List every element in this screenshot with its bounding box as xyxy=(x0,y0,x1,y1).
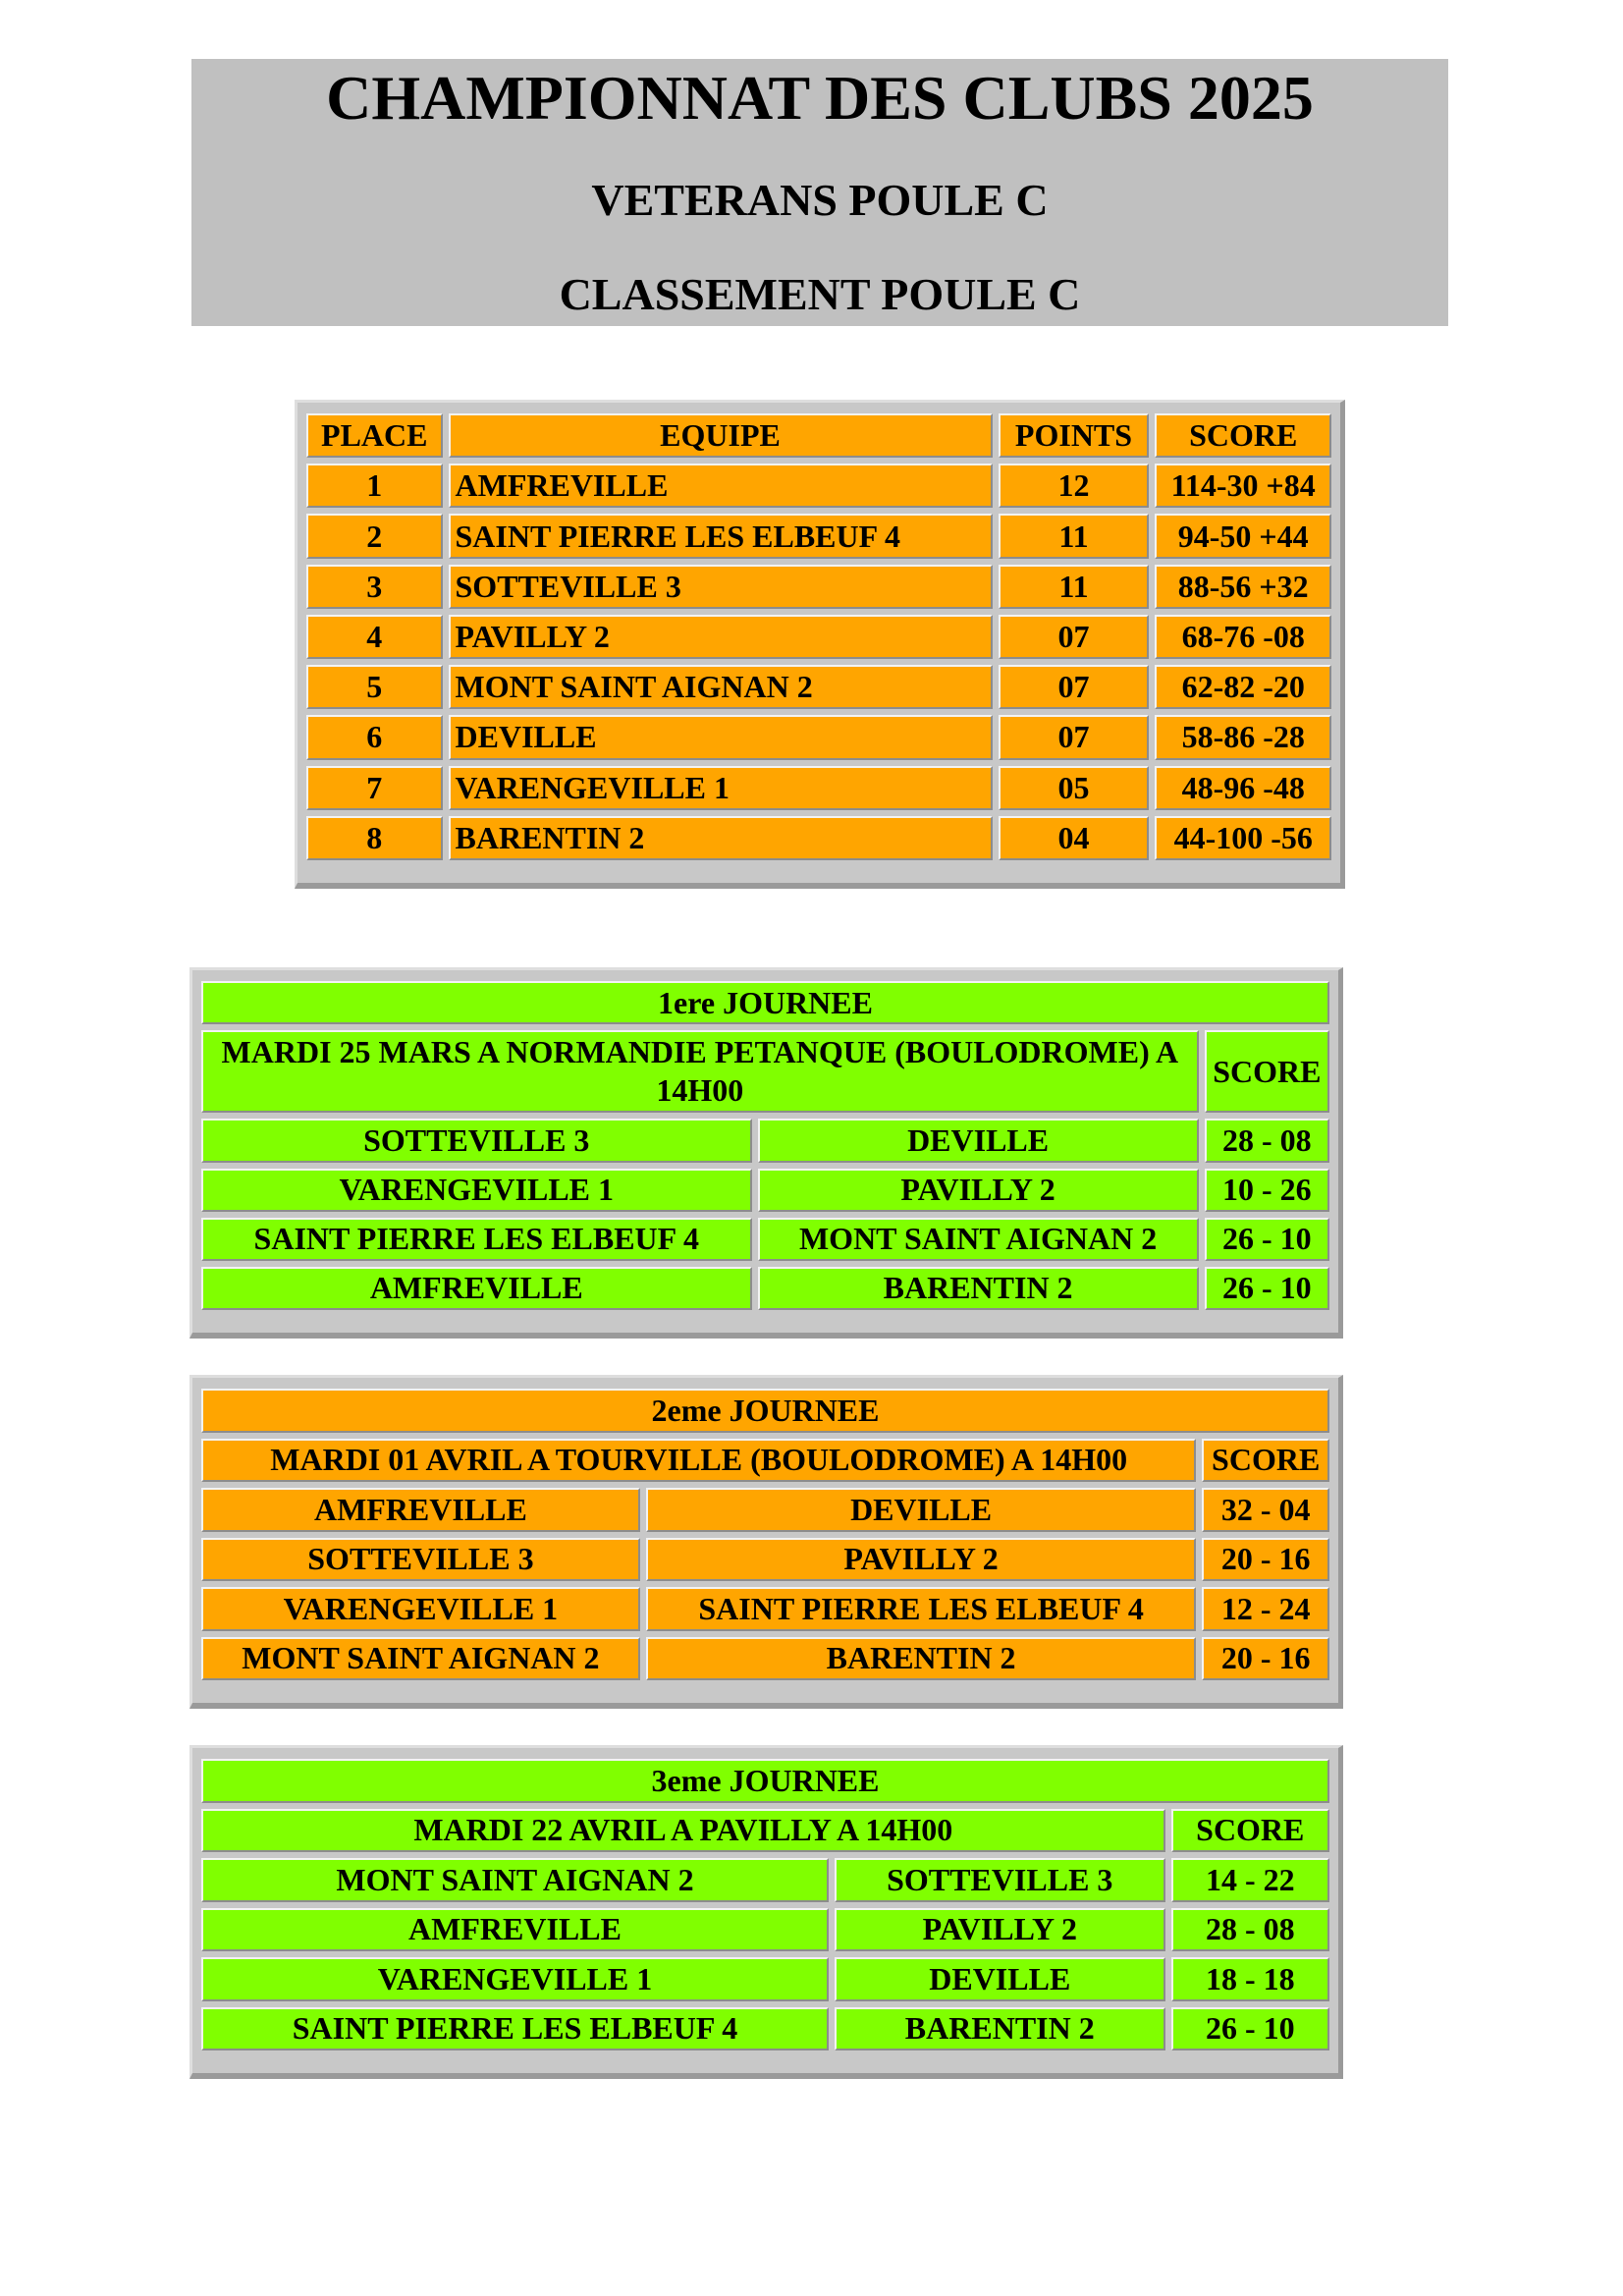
score-cell: 94-50 +44 xyxy=(1155,514,1331,558)
standings-grid xyxy=(300,408,1337,866)
match-row xyxy=(201,1637,1329,1681)
match-row xyxy=(201,2007,1329,2051)
team-cell: BARENTIN 2 xyxy=(449,816,993,860)
col-header-points: POINTS xyxy=(999,413,1150,458)
table-row xyxy=(306,715,1331,759)
home-team: VARENGEVILLE 1 xyxy=(201,1587,640,1631)
match-row xyxy=(201,1908,1329,1952)
round-info: MARDI 22 AVRIL A PAVILLY A 14H00 xyxy=(201,1809,1165,1853)
away-team: BARENTIN 2 xyxy=(758,1267,1199,1310)
round-1-grid xyxy=(195,975,1335,1316)
match-score: 20 - 16 xyxy=(1202,1538,1329,1582)
home-team: AMFREVILLE xyxy=(201,1488,640,1532)
document-header xyxy=(191,59,1448,326)
match-score: 12 - 24 xyxy=(1202,1587,1329,1631)
match-row xyxy=(201,1119,1329,1162)
round-info: MARDI 01 AVRIL A TOURVILLE (BOULODROME) A 14H00 xyxy=(201,1439,1196,1483)
match-row xyxy=(201,1488,1329,1532)
round-info-row xyxy=(201,1030,1329,1113)
match-score: 18 - 18 xyxy=(1171,1957,1329,2001)
round-2-grid xyxy=(195,1383,1335,1686)
team-cell: AMFREVILLE xyxy=(449,464,993,508)
score-header: SCORE xyxy=(1171,1809,1329,1853)
home-team: VARENGEVILLE 1 xyxy=(201,1957,829,2001)
match-row xyxy=(201,1858,1329,1902)
team-cell: SOTTEVILLE 3 xyxy=(449,565,993,609)
team-cell: VARENGEVILLE 1 xyxy=(449,766,993,810)
round-2-table xyxy=(189,1375,1343,1709)
place-cell: 8 xyxy=(306,816,443,860)
points-cell: 11 xyxy=(999,565,1150,609)
points-cell: 07 xyxy=(999,665,1150,709)
round-1-table xyxy=(189,967,1343,1339)
match-row xyxy=(201,1538,1329,1582)
round-title-row xyxy=(201,981,1329,1024)
home-team: SOTTEVILLE 3 xyxy=(201,1538,640,1582)
points-cell: 11 xyxy=(999,514,1150,558)
match-score: 26 - 10 xyxy=(1205,1218,1329,1261)
table-row xyxy=(306,565,1331,609)
score-cell: 114-30 +84 xyxy=(1155,464,1331,508)
team-cell: MONT SAINT AIGNAN 2 xyxy=(449,665,993,709)
points-cell: 04 xyxy=(999,816,1150,860)
home-team: AMFREVILLE xyxy=(201,1267,752,1310)
standings-table xyxy=(295,400,1345,889)
team-cell: SAINT PIERRE LES ELBEUF 4 xyxy=(449,514,993,558)
standings-header-row xyxy=(306,413,1331,458)
round-title: 3eme JOURNEE xyxy=(201,1759,1329,1803)
away-team: SOTTEVILLE 3 xyxy=(835,1858,1165,1902)
round-info: MARDI 25 MARS A NORMANDIE PETANQUE (BOULODROME) A 14H00 xyxy=(201,1030,1199,1113)
match-score: 28 - 08 xyxy=(1205,1119,1329,1162)
home-team: MONT SAINT AIGNAN 2 xyxy=(201,1858,829,1902)
col-header-place: PLACE xyxy=(306,413,443,458)
score-cell: 88-56 +32 xyxy=(1155,565,1331,609)
score-cell: 58-86 -28 xyxy=(1155,715,1331,759)
place-cell: 3 xyxy=(306,565,443,609)
score-cell: 68-76 -08 xyxy=(1155,615,1331,659)
place-cell: 1 xyxy=(306,464,443,508)
table-row xyxy=(306,665,1331,709)
points-cell: 07 xyxy=(999,615,1150,659)
category-subtitle: VETERANS POULE C xyxy=(591,175,1049,225)
away-team: DEVILLE xyxy=(758,1119,1199,1162)
place-cell: 4 xyxy=(306,615,443,659)
team-cell: PAVILLY 2 xyxy=(449,615,993,659)
match-score: 10 - 26 xyxy=(1205,1169,1329,1212)
table-row xyxy=(306,615,1331,659)
team-cell: DEVILLE xyxy=(449,715,993,759)
match-row xyxy=(201,1267,1329,1310)
home-team: SAINT PIERRE LES ELBEUF 4 xyxy=(201,2007,829,2051)
away-team: DEVILLE xyxy=(646,1488,1197,1532)
away-team: SAINT PIERRE LES ELBEUF 4 xyxy=(646,1587,1197,1631)
score-header: SCORE xyxy=(1205,1030,1329,1113)
score-cell: 62-82 -20 xyxy=(1155,665,1331,709)
away-team: DEVILLE xyxy=(835,1957,1165,2001)
away-team: BARENTIN 2 xyxy=(835,2007,1165,2051)
away-team: PAVILLY 2 xyxy=(835,1908,1165,1952)
col-header-score: SCORE xyxy=(1155,413,1331,458)
match-row xyxy=(201,1957,1329,2001)
away-team: PAVILLY 2 xyxy=(758,1169,1199,1212)
match-score: 32 - 04 xyxy=(1202,1488,1329,1532)
section-title: CLASSEMENT POULE C xyxy=(559,269,1081,319)
match-row xyxy=(201,1218,1329,1261)
home-team: VARENGEVILLE 1 xyxy=(201,1169,752,1212)
away-team: PAVILLY 2 xyxy=(646,1538,1197,1582)
place-cell: 2 xyxy=(306,514,443,558)
round-3-grid xyxy=(195,1753,1335,2056)
match-row xyxy=(201,1587,1329,1631)
match-score: 20 - 16 xyxy=(1202,1637,1329,1681)
round-title: 2eme JOURNEE xyxy=(201,1389,1329,1433)
away-team: MONT SAINT AIGNAN 2 xyxy=(758,1218,1199,1261)
score-cell: 48-96 -48 xyxy=(1155,766,1331,810)
place-cell: 7 xyxy=(306,766,443,810)
round-info-row xyxy=(201,1439,1329,1483)
round-info-row xyxy=(201,1809,1329,1853)
match-row xyxy=(201,1169,1329,1212)
place-cell: 6 xyxy=(306,715,443,759)
points-cell: 05 xyxy=(999,766,1150,810)
home-team: SOTTEVILLE 3 xyxy=(201,1119,752,1162)
round-title: 1ere JOURNEE xyxy=(201,981,1329,1024)
score-cell: 44-100 -56 xyxy=(1155,816,1331,860)
match-score: 26 - 10 xyxy=(1205,1267,1329,1310)
col-header-team: EQUIPE xyxy=(449,413,993,458)
document-title: CHAMPIONNAT DES CLUBS 2025 xyxy=(326,63,1314,133)
match-score: 14 - 22 xyxy=(1171,1858,1329,1902)
round-3-table xyxy=(189,1745,1343,2079)
round-title-row xyxy=(201,1759,1329,1803)
match-score: 26 - 10 xyxy=(1171,2007,1329,2051)
match-score: 28 - 08 xyxy=(1171,1908,1329,1952)
place-cell: 5 xyxy=(306,665,443,709)
table-row xyxy=(306,766,1331,810)
table-row xyxy=(306,816,1331,860)
home-team: MONT SAINT AIGNAN 2 xyxy=(201,1637,640,1681)
away-team: BARENTIN 2 xyxy=(646,1637,1197,1681)
table-row xyxy=(306,514,1331,558)
score-header: SCORE xyxy=(1202,1439,1329,1483)
table-row xyxy=(306,464,1331,508)
home-team: SAINT PIERRE LES ELBEUF 4 xyxy=(201,1218,752,1261)
home-team: AMFREVILLE xyxy=(201,1908,829,1952)
round-title-row xyxy=(201,1389,1329,1433)
points-cell: 12 xyxy=(999,464,1150,508)
points-cell: 07 xyxy=(999,715,1150,759)
